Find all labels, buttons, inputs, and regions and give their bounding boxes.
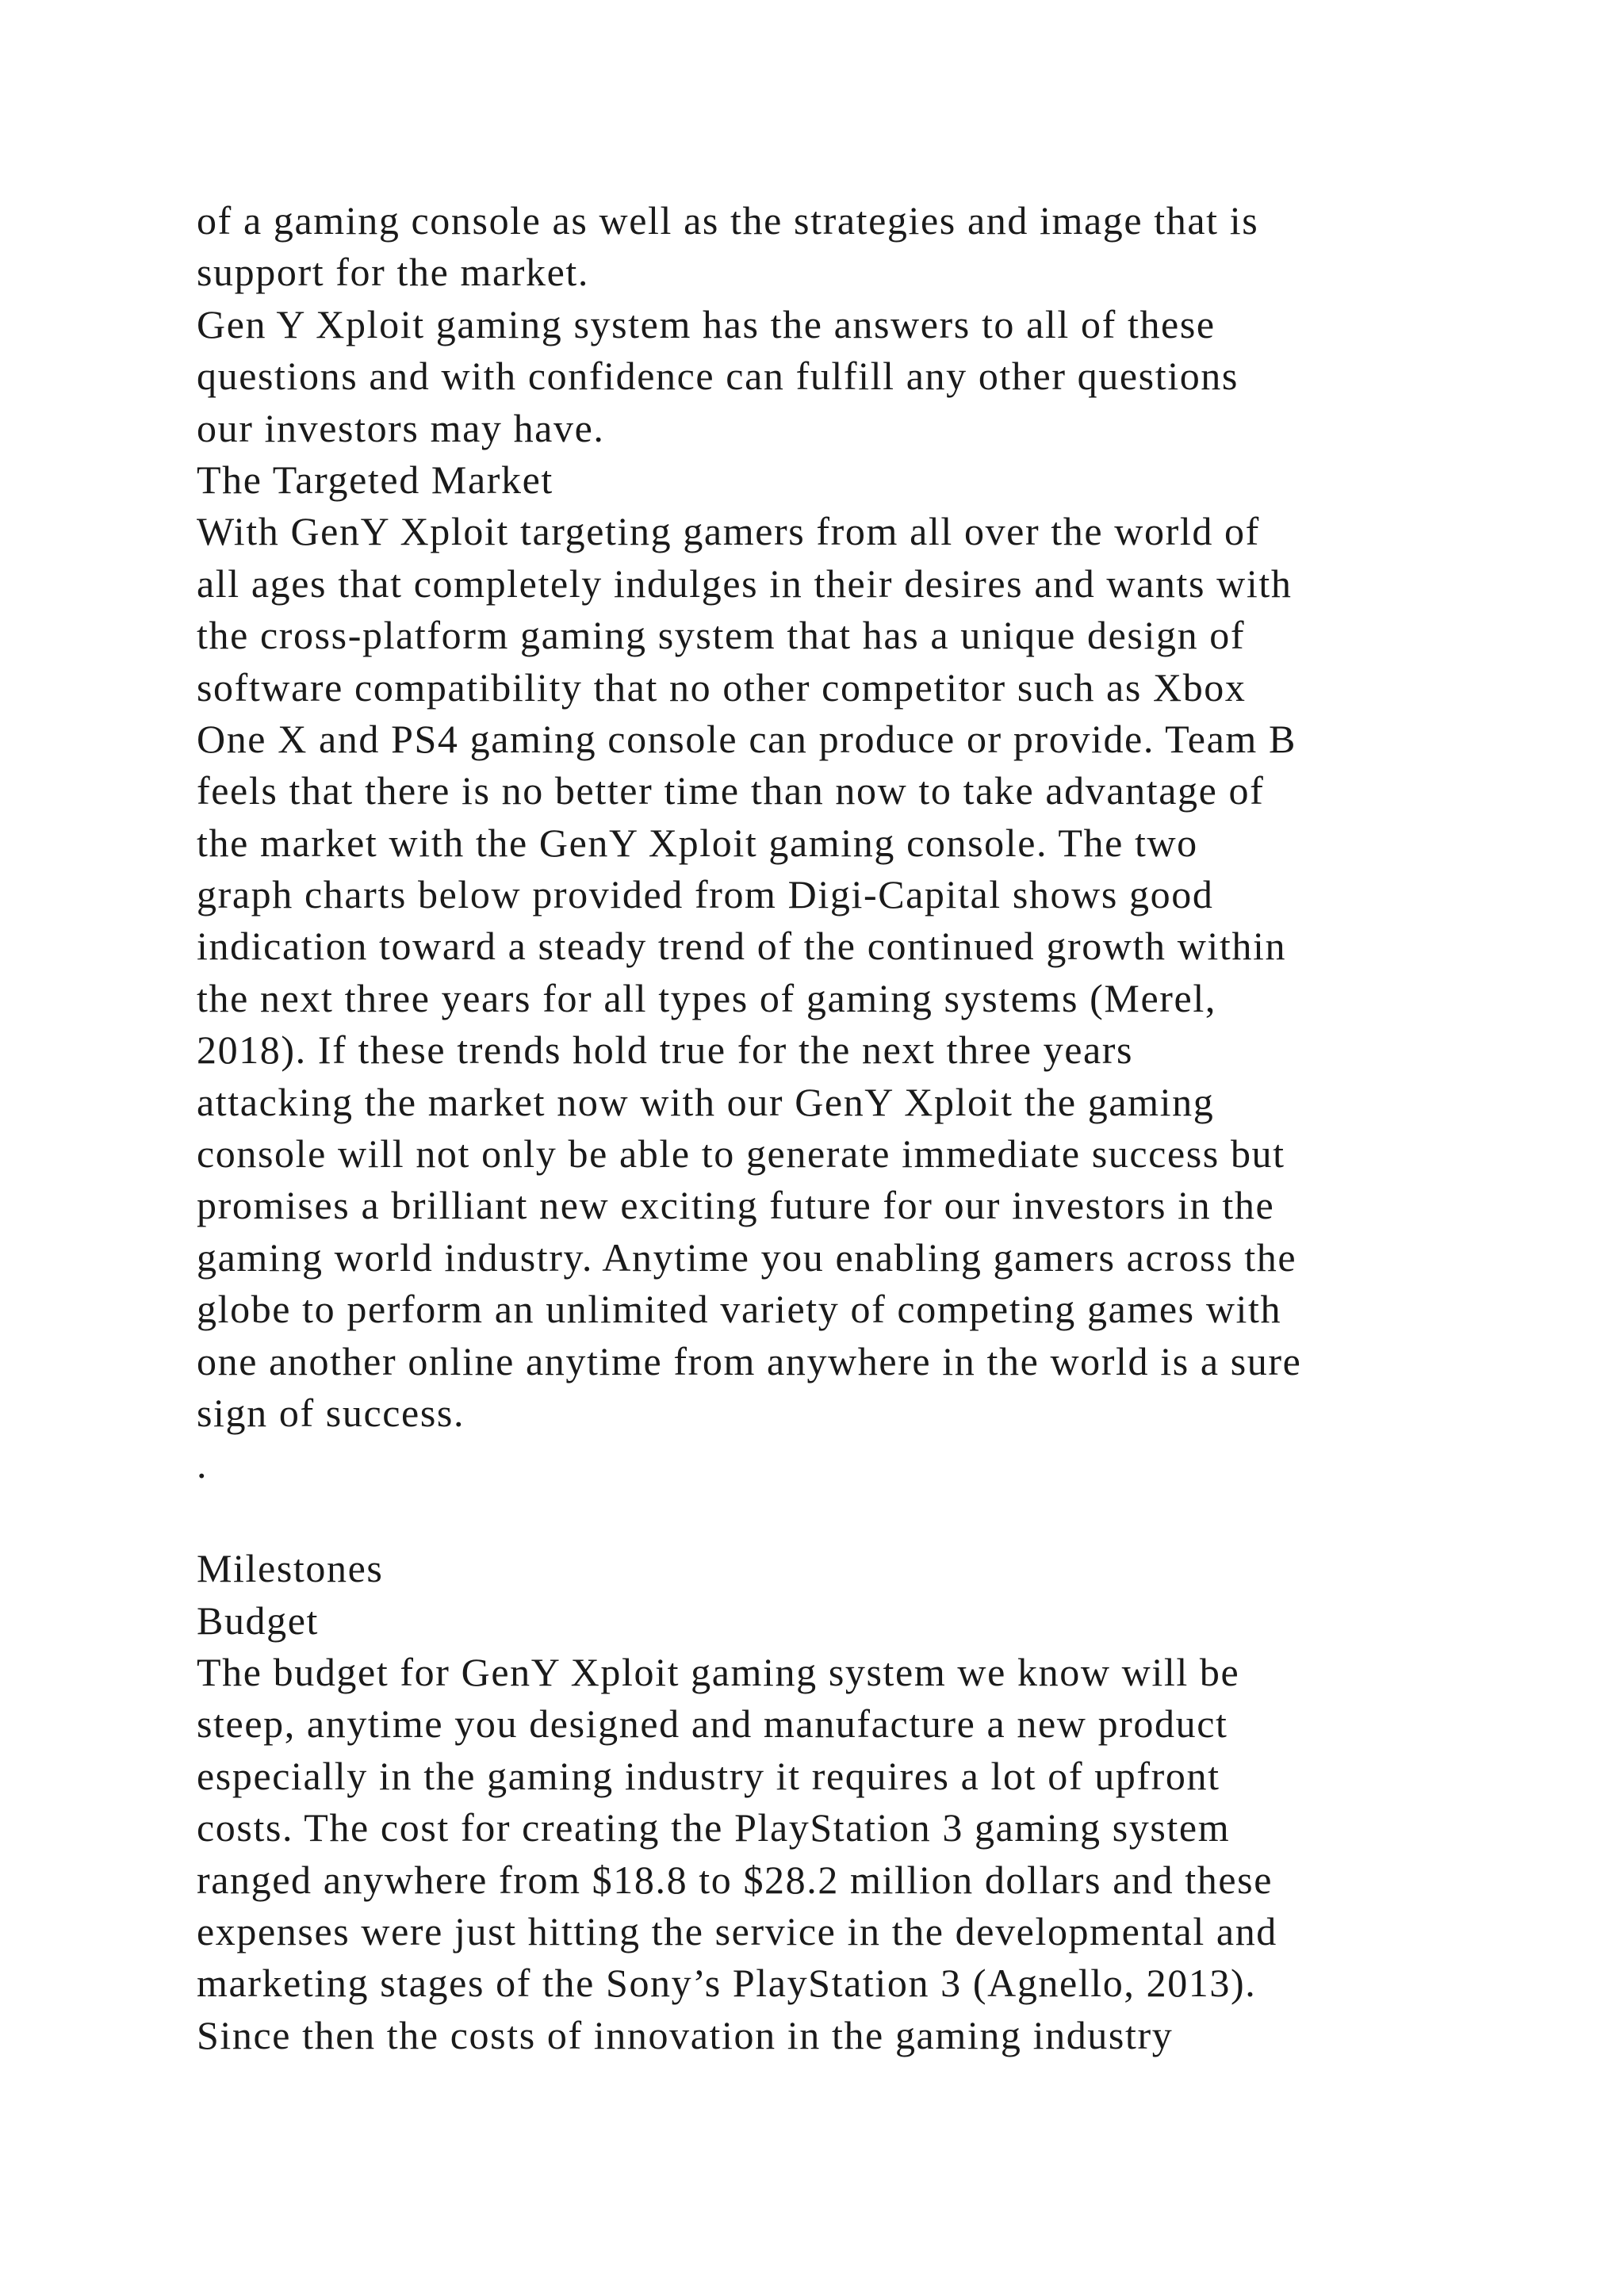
blank-line <box>197 1491 1465 1543</box>
text-line: all ages that completely indulges in their desires and wants with <box>197 561 1293 606</box>
text-line: With GenY Xploit targeting gamers from all over the world of <box>197 509 1260 554</box>
text-line: Gen Y Xploit gaming system has the answers to all of these <box>197 301 1216 346</box>
text-line: questions and with confidence can fulfill any other questions <box>197 354 1239 399</box>
text-line: The budget for GenY Xploit gaming system we know will be <box>197 1649 1240 1694</box>
text-line: indication toward a steady trend of the continued growth within <box>197 924 1287 969</box>
text-line: costs. The cost for creating the PlayStation 3 gaming system <box>197 1805 1231 1850</box>
text-line: expenses were just hitting the service in the developmental and <box>197 1908 1277 1954</box>
text-line: our investors may have. <box>197 405 605 450</box>
text-line: the market with the GenY Xploit gaming console. The two <box>197 820 1198 865</box>
text-line: console will not only be able to generate immediate success but <box>197 1131 1285 1177</box>
text-line: the cross-platform gaming system that has a unique design of <box>197 613 1246 658</box>
text-line: graph charts below provided from Digi-Capital shows good <box>197 872 1214 917</box>
text-line: ranged anywhere from $18.8 to $28.2 million dollars and these <box>197 1857 1274 1902</box>
text-line: of a gaming console as well as the strategies and image that is <box>197 198 1259 243</box>
document-body <box>197 195 1465 2061</box>
text-line: feels that there is no better time than now to take advantage of <box>197 768 1265 813</box>
text-line: support for the market. <box>197 250 590 295</box>
text-line: gaming world industry. Anytime you enabling gamers across the <box>197 1234 1297 1280</box>
text-line: especially in the gaming industry it requires a lot of upfront <box>197 1753 1220 1798</box>
text-line: steep, anytime you designed and manufacture a new product <box>197 1701 1228 1747</box>
section-heading-targeted-market: The Targeted Market <box>197 457 553 502</box>
text-line: software compatibility that no other competitor such as Xbox <box>197 664 1247 710</box>
section-heading-budget: Budget <box>197 1598 320 1643</box>
text-line: One X and PS4 gaming console can produce or provide. Team B <box>197 716 1297 761</box>
text-line: marketing stages of the Sony’s PlayStation 3 (Agnello, 2013). <box>197 1961 1257 2006</box>
section-heading-milestones: Milestones <box>197 1546 384 1591</box>
text-line: globe to perform an unlimited variety of competing games with <box>197 1287 1282 1332</box>
text-line: sign of success. <box>197 1390 465 1435</box>
text-line: the next three years for all types of gaming systems (Merel, <box>197 975 1216 1020</box>
text-line: 2018). If these trends hold true for the next three years <box>197 1027 1134 1073</box>
text-line: . <box>197 1442 209 1487</box>
text-line: attacking the market now with our GenY Xploit the gaming <box>197 1079 1215 1124</box>
text-line: one another online anytime from anywhere in the world is a sure <box>197 1338 1302 1383</box>
text-line: Since then the costs of innovation in the gaming industry <box>197 2012 1174 2057</box>
text-line: promises a brilliant new exciting future for our investors in the <box>197 1183 1275 1228</box>
